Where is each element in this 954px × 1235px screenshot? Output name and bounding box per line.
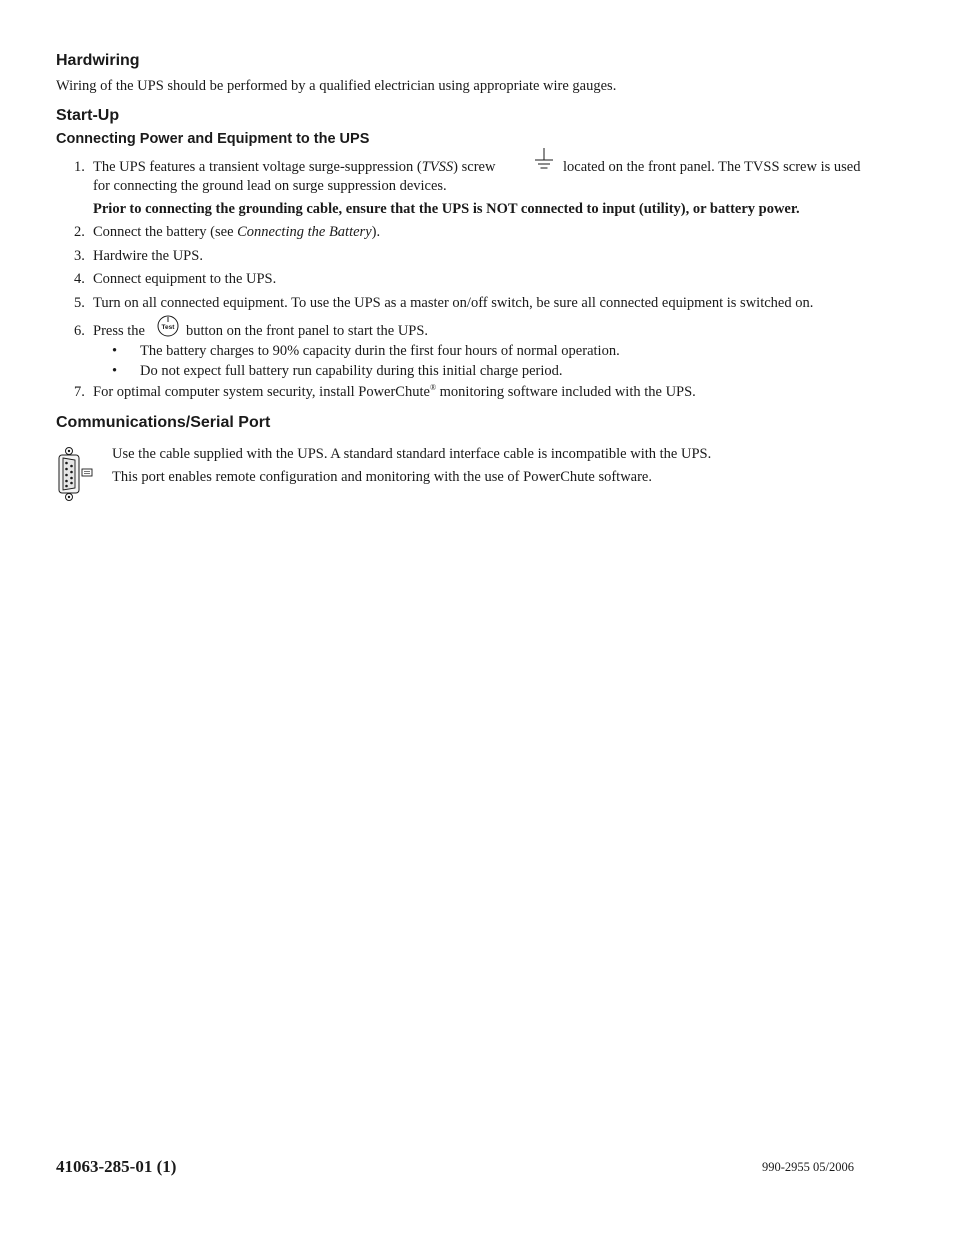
step-1-line-2: for connecting the ground lead on surge suppression devices.: [93, 178, 447, 194]
step-2-number: 2.: [74, 224, 85, 240]
step-6-number: 6.: [74, 323, 85, 339]
step-1-number: 1.: [74, 159, 85, 175]
hardwiring-text: Wiring of the UPS should be performed by a qualified electrician using appropriate wire gauges.: [56, 78, 617, 94]
hardwiring-heading: Hardwiring: [56, 52, 140, 69]
step-3-number: 3.: [74, 248, 85, 264]
footer-date-code: 990-2955 05/2006: [761, 1160, 854, 1174]
comms-line-2: This port enables remote configuration and monitoring with the use of PowerChute software.: [112, 469, 652, 485]
step-6-text-a: Press the: [93, 323, 145, 339]
startup-subheading: Connecting Power and Equipment to the UPS: [56, 131, 370, 147]
step-5-text: Turn on all connected equipment. To use the UPS as a master on/off switch, be sure all connected equipment is switched on.: [93, 295, 814, 311]
step-6-bullet-2: Do not expect full battery run capability during this initial charge period.: [140, 363, 563, 379]
step-6-bullet-1: The battery charges to 90% capacity durin the first four hours of normal operation.: [140, 343, 620, 359]
step-1-text-c: located on the front panel. The TVSS screw is used: [563, 159, 861, 175]
serial-port-icon: [57, 446, 95, 502]
step-7-text-a: For optimal computer system security, install PowerChute: [93, 384, 430, 400]
startup-heading: Start-Up: [56, 107, 120, 124]
step-2-text: [93, 223, 380, 242]
step-3-text: Hardwire the UPS.: [93, 248, 203, 264]
step-1-text-italic: TVSS: [421, 159, 454, 175]
step-2-text-a: Connect the battery (see: [93, 224, 238, 240]
bullet-marker: •: [112, 363, 118, 379]
step-7-number: 7.: [74, 384, 85, 400]
comms-line-1: Use the cable supplied with the UPS. A standard standard interface cable is incompatible with the UPS.: [112, 446, 712, 462]
step-2-link-text: Connecting the Battery: [237, 224, 372, 240]
step-5-number: 5.: [74, 295, 85, 311]
step-4-number: 4.: [74, 271, 85, 287]
step-2-text-b: ).: [371, 224, 381, 240]
step-4-text: Connect equipment to the UPS.: [93, 271, 277, 287]
comms-heading: Communications/Serial Port: [56, 414, 271, 431]
step-1-text-a: The UPS features a transient voltage surge-suppression (: [93, 159, 422, 175]
footer-doc-number: 41063-285-01 (1): [56, 1157, 177, 1176]
bullet-marker: •: [112, 343, 118, 359]
registered-mark: ®: [429, 383, 437, 393]
step-6-text-b: button on the front panel to start the UPS.: [186, 323, 429, 339]
test-button-label: Test: [161, 324, 175, 331]
step-1-text-b: ) screw: [453, 159, 496, 175]
ground-symbol-icon: [533, 147, 555, 173]
step-7-text: [93, 383, 696, 402]
step-1-line-1: [93, 158, 495, 177]
step-7-text-b: monitoring software included with the UPS.: [436, 384, 696, 400]
test-button-icon: [157, 315, 179, 337]
step-1-warning: Prior to connecting the grounding cable, ensure that the UPS is NOT connected to input (utility), or battery power.: [93, 201, 800, 217]
